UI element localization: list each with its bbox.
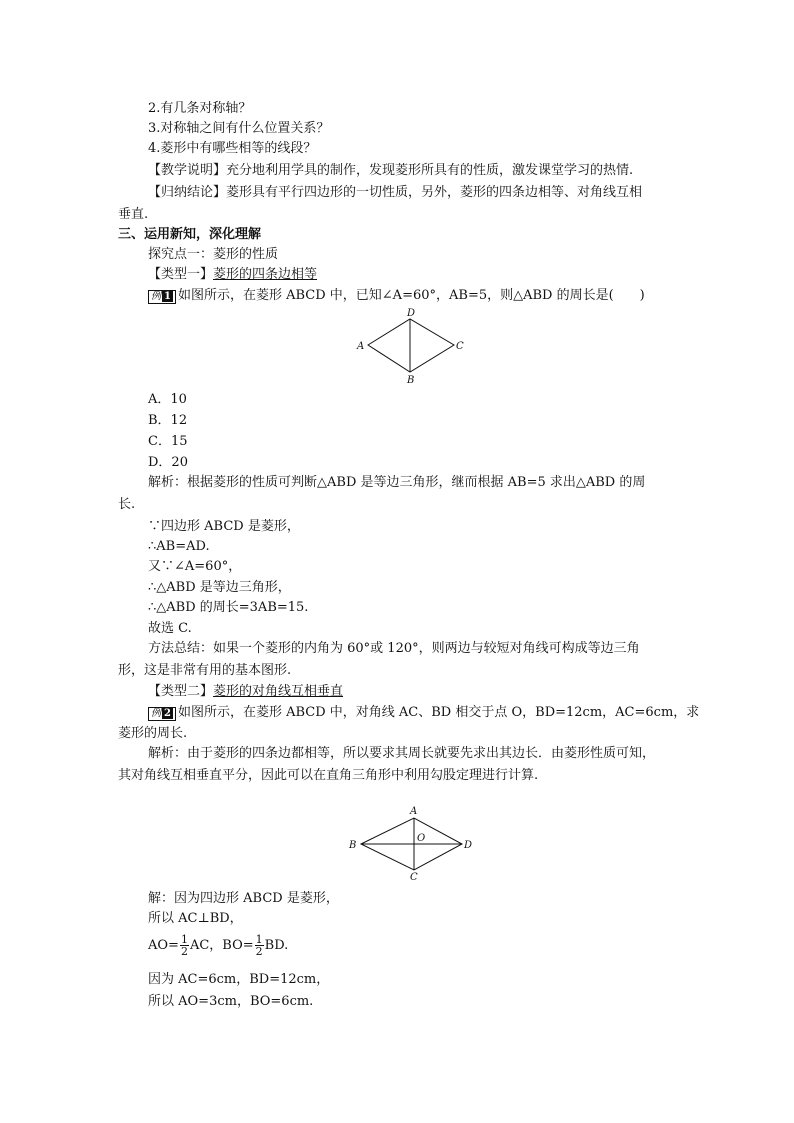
label-a: A — [410, 806, 418, 817]
option-b: B．12 — [148, 413, 188, 428]
example-1-analysis-2: 长. — [118, 497, 136, 512]
conclusion-line-1: 【归纳结论】菱形具有平行四边形的一切性质，另外，菱形的四条边相等、对角线互相 — [148, 185, 643, 200]
solution-3-bd: BD. — [264, 938, 289, 953]
fraction-half-1 — [180, 934, 189, 957]
step-1: ∵四边形 ABCD 是菱形， — [148, 519, 300, 534]
figure-rhombus-1 — [352, 306, 470, 388]
example-1-question-text: 如图所示，在菱形 ABCD 中，已知∠A=60°，AB=5，则△ABD 的周长是( ) — [177, 288, 645, 303]
fraction-numerator: 1 — [180, 933, 188, 946]
step-5: ∴△ABD 的周长=3AB=15. — [148, 600, 309, 615]
type-2-bracket: 【类型二】 — [148, 684, 214, 699]
conclusion-line-2: 垂直. — [118, 207, 149, 222]
example-badge-number: 1 — [164, 291, 171, 302]
fraction-half-2 — [255, 934, 264, 957]
label-a: A — [357, 341, 365, 352]
solution-3-ao: AO= — [148, 938, 179, 953]
solution-3 — [148, 934, 288, 957]
example-2-question-text: 如图所示，在菱形 ABCD 中，对角线 AC、BD 相交于点 O，BD=12cm，AC=6cm，求 — [177, 705, 700, 720]
type-1-heading — [148, 266, 317, 284]
label-o: O — [417, 833, 426, 844]
explore-point-1: 探究点一：菱形的性质 — [148, 247, 279, 262]
example-1-answer: 故选 C. — [148, 621, 192, 636]
option-a: A．10 — [148, 392, 187, 407]
label-b: B — [349, 840, 357, 851]
example-2-badge — [148, 707, 176, 721]
solution-3-ac: AC，BO= — [189, 938, 254, 953]
teaching-note: 【教学说明】充分地利用学具的制作，发现菱形所具有的性质，激发课堂学习的热情. — [148, 163, 634, 178]
example-2-analysis-2: 其对角线互相垂直平分，因此可以在直角三角形中利用勾股定理进行计算. — [118, 768, 539, 783]
solution-5: 所以 AO=3cm，BO=6cm. — [148, 994, 314, 1009]
type-2-heading — [148, 683, 343, 701]
fraction-denominator: 2 — [180, 945, 188, 958]
example-badge-label: 例 — [151, 291, 161, 302]
option-d: D．20 — [148, 455, 188, 470]
label-d: D — [407, 308, 416, 319]
step-4: ∴△ABD 是等边三角形， — [148, 580, 291, 595]
method-summary-1: 方法总结：如果一个菱形的内角为 60°或 120°，则两边与较短对角线可构成等边三角 — [148, 641, 640, 656]
example-1-badge — [148, 290, 176, 304]
question-4: 4.菱形中有哪些相等的线段？ — [148, 141, 317, 156]
question-2: 2.有几条对称轴？ — [148, 101, 252, 116]
label-c: C — [456, 341, 464, 352]
step-3: 又∵∠A=60°， — [148, 559, 242, 574]
solution-2: 所以 AC⊥BD， — [148, 911, 243, 926]
example-2-question-1 — [148, 704, 699, 722]
rhombus-outline — [368, 319, 454, 372]
question-3: 3.对称轴之间有什么位置关系？ — [148, 121, 330, 136]
step-2: ∴AB=AD. — [148, 539, 210, 554]
solution-4: 因为 AC=6cm，BD=12cm， — [148, 972, 330, 987]
example-2-analysis-1: 解析：由于菱形的四条边都相等，所以要求其周长就要先求出其边长．由菱形性质可知， — [148, 746, 656, 761]
example-1-question — [148, 287, 645, 305]
type-2-title: 菱形的对角线互相垂直 — [213, 684, 344, 699]
label-b: B — [407, 375, 415, 386]
figure-rhombus-2 — [343, 802, 483, 884]
method-summary-2: 形，这是非常有用的基本图形. — [118, 663, 292, 678]
example-1-analysis-1: 解析：根据菱形的性质可判断△ABD 是等边三角形，继而根据 AB=5 求出△ABD 的周 — [148, 475, 646, 490]
example-badge-label: 例 — [151, 708, 161, 719]
solution-1: 解：因为四边形 ABCD 是菱形， — [148, 891, 339, 906]
example-2-question-2: 菱形的周长. — [118, 726, 188, 741]
fraction-numerator: 1 — [255, 933, 263, 946]
section-3-title: 三、运用新知，深化理解 — [118, 227, 262, 242]
option-c: C．15 — [148, 434, 188, 449]
example-badge-number: 2 — [164, 708, 171, 719]
type-1-bracket: 【类型一】 — [148, 267, 214, 282]
type-1-title: 菱形的四条边相等 — [213, 267, 318, 282]
label-c: C — [410, 872, 418, 883]
label-d: D — [464, 840, 473, 851]
fraction-denominator: 2 — [255, 945, 263, 958]
